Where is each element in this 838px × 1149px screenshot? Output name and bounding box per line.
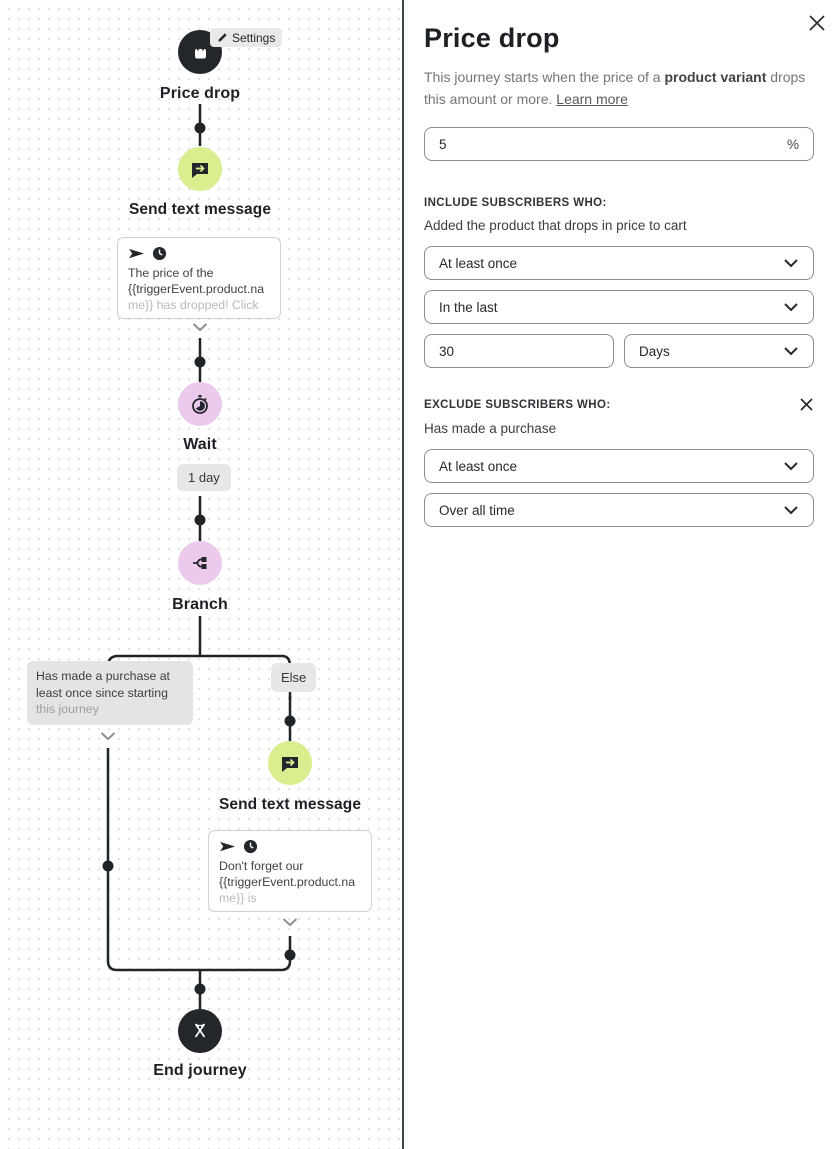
chevron-down-icon <box>192 321 209 333</box>
exclude-frequency-select[interactable] <box>424 449 814 483</box>
chevron-down-icon <box>783 258 799 268</box>
wait-label: Wait <box>183 436 217 453</box>
select-value: In the last <box>439 299 498 315</box>
expand-card-2-chevron[interactable] <box>282 916 299 928</box>
else-branch-badge: Else <box>271 663 316 692</box>
message-preview-card-2[interactable] <box>208 830 372 912</box>
close-icon <box>807 13 827 33</box>
close-panel-button[interactable] <box>804 10 830 36</box>
clock-icon <box>152 246 167 261</box>
send-text-node-1[interactable] <box>178 147 222 191</box>
chevron-down-icon <box>783 461 799 471</box>
branch-split-icon <box>191 554 209 572</box>
settings-button[interactable] <box>210 28 282 47</box>
expand-condition-chevron[interactable] <box>100 730 117 742</box>
branch-condition-box[interactable] <box>27 661 193 725</box>
select-value: Days <box>639 343 670 359</box>
exclude-window-select[interactable] <box>424 493 814 527</box>
expand-card-1-chevron[interactable] <box>192 321 209 333</box>
include-window-select[interactable] <box>424 290 814 324</box>
description-bold: product variant <box>664 69 767 85</box>
include-frequency-select[interactable] <box>424 246 814 280</box>
select-value: At least once <box>439 458 518 474</box>
send-text-2-label: Send text message <box>218 796 362 813</box>
learn-more-link[interactable]: Learn more <box>556 90 628 107</box>
chevron-down-icon <box>282 916 299 928</box>
message-line: Don't forget our <box>219 859 304 873</box>
message-line: {{triggerEvent.product.na <box>128 281 265 296</box>
include-unit-select[interactable] <box>624 334 814 368</box>
branch-label: Branch <box>172 596 228 613</box>
trigger-label: Price drop <box>159 85 241 102</box>
percent-unit-label: % <box>786 136 799 152</box>
crossed-flags-icon <box>190 1021 210 1041</box>
threshold-input[interactable]: 5 <box>439 136 447 152</box>
remove-exclude-button[interactable] <box>799 397 814 412</box>
trigger-settings-panel <box>404 0 838 1149</box>
shopping-bag-icon <box>191 43 210 62</box>
end-journey-node[interactable] <box>178 1009 222 1053</box>
branch-node[interactable] <box>178 541 222 585</box>
chevron-down-icon <box>783 302 799 312</box>
message-line: The price of the <box>128 266 214 280</box>
include-condition-text: Added the product that drops in price to cart <box>424 218 687 234</box>
panel-title: Price drop <box>424 23 560 53</box>
exclude-condition-text: Has made a purchase <box>424 421 557 437</box>
send-text-1-label: Send text message <box>128 201 272 218</box>
condition-line: this journey <box>36 702 99 717</box>
message-forward-icon <box>190 159 210 179</box>
chevron-down-icon <box>783 505 799 515</box>
description-text: drops this amount or more. <box>424 69 806 107</box>
condition-line: Has made a purchase at <box>36 669 170 683</box>
send-text-node-2[interactable] <box>268 741 312 785</box>
pencil-icon <box>217 32 228 43</box>
panel-description <box>424 67 820 110</box>
exclude-section-header: EXCLUDE SUBSCRIBERS WHO: <box>424 398 611 411</box>
message-preview-card-1[interactable] <box>117 237 281 319</box>
send-icon <box>219 839 236 854</box>
message-line: me}} has dropped! Click <box>128 297 259 312</box>
description-text: This journey starts when the price of a <box>424 69 665 85</box>
message-line: me}} is <box>219 890 257 905</box>
chevron-down-icon <box>783 346 799 356</box>
clock-icon <box>243 839 258 854</box>
select-value: At least once <box>439 255 518 271</box>
amount-value: 30 <box>439 343 455 359</box>
message-line: {{triggerEvent.product.na <box>219 874 356 889</box>
include-amount-input[interactable] <box>424 334 614 368</box>
select-value: Over all time <box>439 502 515 518</box>
threshold-input-group[interactable] <box>424 127 814 161</box>
wait-node[interactable] <box>178 382 222 426</box>
wait-duration-badge: 1 day <box>177 464 231 491</box>
include-section-header: INCLUDE SUBSCRIBERS WHO: <box>424 197 607 210</box>
close-icon <box>799 397 814 412</box>
condition-line: least once since starting <box>36 685 168 700</box>
send-icon <box>128 246 145 261</box>
chevron-down-icon <box>100 730 117 742</box>
stopwatch-icon <box>190 394 210 415</box>
settings-label: Settings <box>232 30 276 45</box>
end-journey-label: End journey <box>153 1062 247 1079</box>
flow-canvas[interactable] <box>0 0 402 1149</box>
message-forward-icon <box>280 753 300 773</box>
